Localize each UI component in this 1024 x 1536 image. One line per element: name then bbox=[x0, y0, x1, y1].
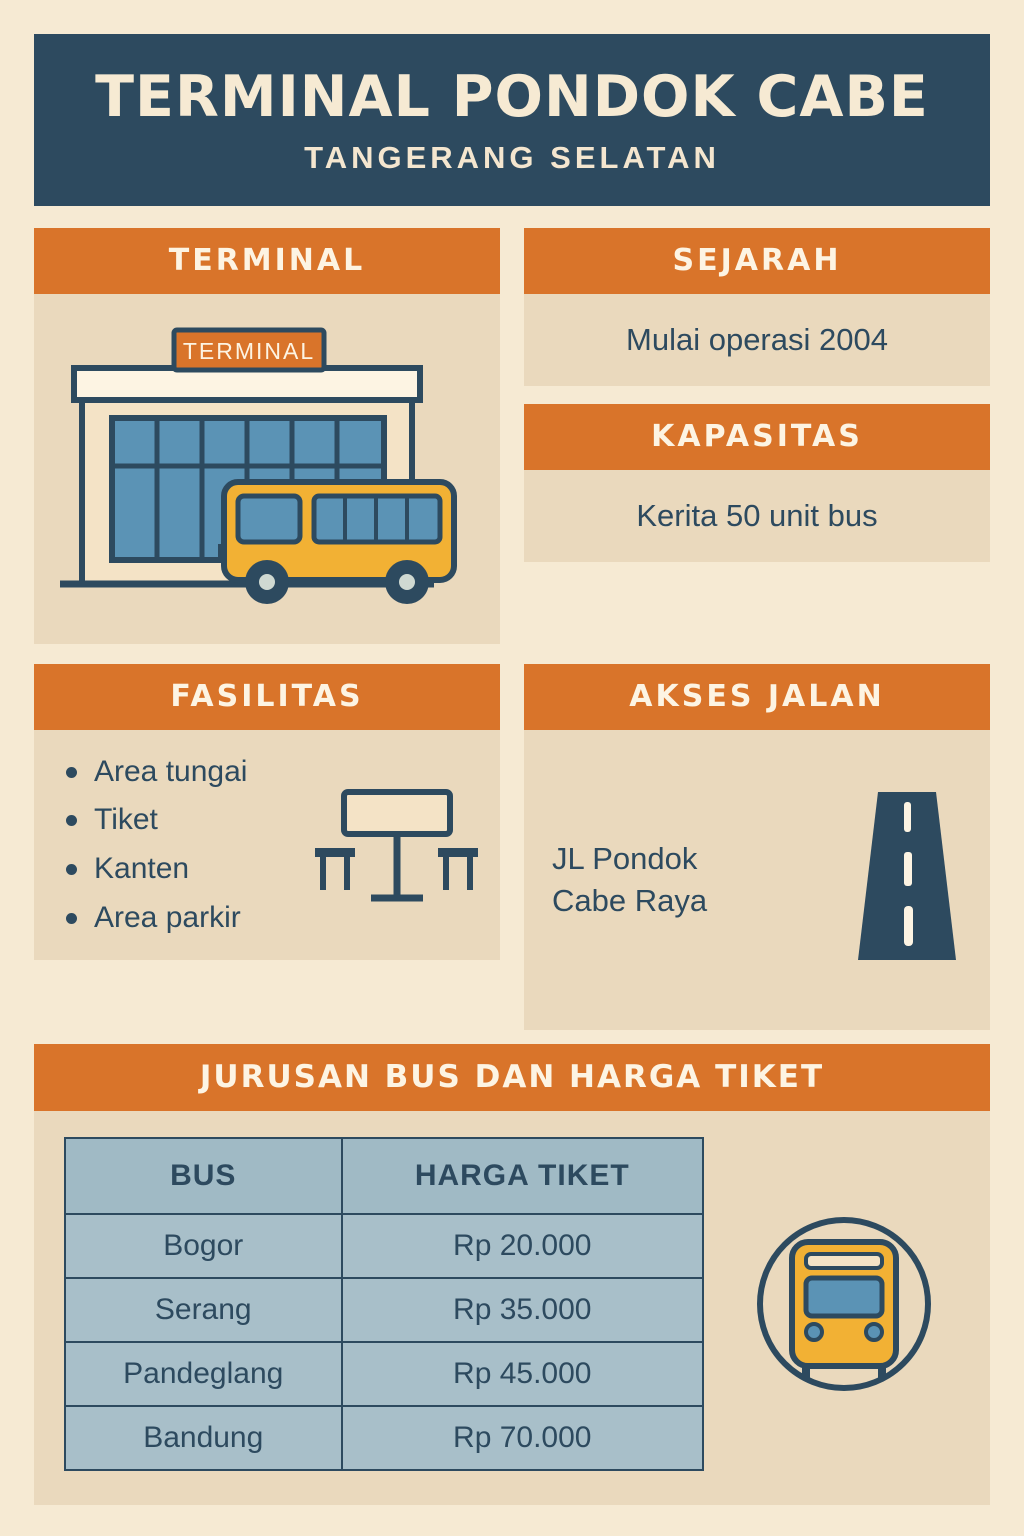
cell-price: Rp 45.000 bbox=[342, 1342, 703, 1406]
table-row bbox=[65, 1278, 703, 1342]
panel-terminal bbox=[34, 228, 500, 644]
page-title: TERMINAL PONDOK CABE bbox=[95, 64, 929, 130]
row-terminal-sejarah bbox=[34, 228, 990, 644]
fasilitas-list bbox=[60, 748, 309, 942]
panel-sejarah bbox=[524, 228, 990, 386]
header-banner bbox=[34, 34, 990, 206]
panel-fasilitas-heading: FASILITAS bbox=[34, 664, 500, 730]
cell-destination: Bogor bbox=[65, 1214, 342, 1278]
panel-fasilitas-body bbox=[34, 730, 500, 960]
terminal-illustration bbox=[34, 294, 500, 644]
bus-badge bbox=[728, 1204, 960, 1404]
panel-akses bbox=[524, 664, 990, 1030]
table-header-row bbox=[65, 1138, 703, 1214]
table-row bbox=[65, 1342, 703, 1406]
list-item: Area parkir bbox=[60, 894, 309, 943]
panel-fasilitas bbox=[34, 664, 500, 960]
page-subtitle: TANGERANG SELATAN bbox=[304, 139, 720, 175]
cell-destination: Pandeglang bbox=[65, 1342, 342, 1406]
panel-sejarah-heading: SEJARAH bbox=[524, 228, 990, 294]
column-header-bus: BUS bbox=[65, 1138, 342, 1214]
panel-terminal-heading: TERMINAL bbox=[34, 228, 500, 294]
panel-akses-text bbox=[552, 838, 852, 922]
table-row bbox=[65, 1406, 703, 1470]
panel-kapasitas-text: Kerita 50 unit bus bbox=[524, 470, 990, 562]
list-item: Kanten bbox=[60, 845, 309, 894]
bus-icon bbox=[744, 1204, 944, 1404]
list-item: Tiket bbox=[60, 796, 309, 845]
panel-jurusan-body bbox=[34, 1111, 990, 1505]
akses-line-2: Cabe Raya bbox=[552, 882, 708, 918]
list-item: Area tungai bbox=[60, 748, 309, 797]
table-row bbox=[65, 1214, 703, 1278]
spacer bbox=[524, 386, 990, 404]
panel-akses-body bbox=[524, 730, 990, 1030]
panel-akses-heading: AKSES JALAN bbox=[524, 664, 990, 730]
row-fasilitas-akses bbox=[34, 664, 990, 1030]
panel-kapasitas-heading: KAPASITAS bbox=[524, 404, 990, 470]
road-icon bbox=[852, 792, 962, 967]
panel-jurusan-heading: JURUSAN BUS DAN HARGA TIKET bbox=[34, 1044, 990, 1111]
fare-table bbox=[64, 1137, 704, 1471]
panel-kapasitas bbox=[524, 404, 990, 562]
column-header-price: HARGA TIKET bbox=[342, 1138, 703, 1214]
table-chairs-icon bbox=[309, 770, 484, 920]
terminal-building-bus-icon bbox=[34, 294, 500, 644]
column-sejarah-kapasitas bbox=[524, 228, 990, 644]
cell-price: Rp 20.000 bbox=[342, 1214, 703, 1278]
panel-jurusan bbox=[34, 1044, 990, 1505]
building-sign-label: TERMINAL bbox=[182, 337, 316, 364]
cell-price: Rp 35.000 bbox=[342, 1278, 703, 1342]
akses-line-1: JL Pondok bbox=[552, 841, 698, 876]
cell-price: Rp 70.000 bbox=[342, 1406, 703, 1470]
panel-sejarah-text: Mulai operasi 2004 bbox=[524, 294, 990, 386]
cell-destination: Bandung bbox=[65, 1406, 342, 1470]
cell-destination: Serang bbox=[65, 1278, 342, 1342]
